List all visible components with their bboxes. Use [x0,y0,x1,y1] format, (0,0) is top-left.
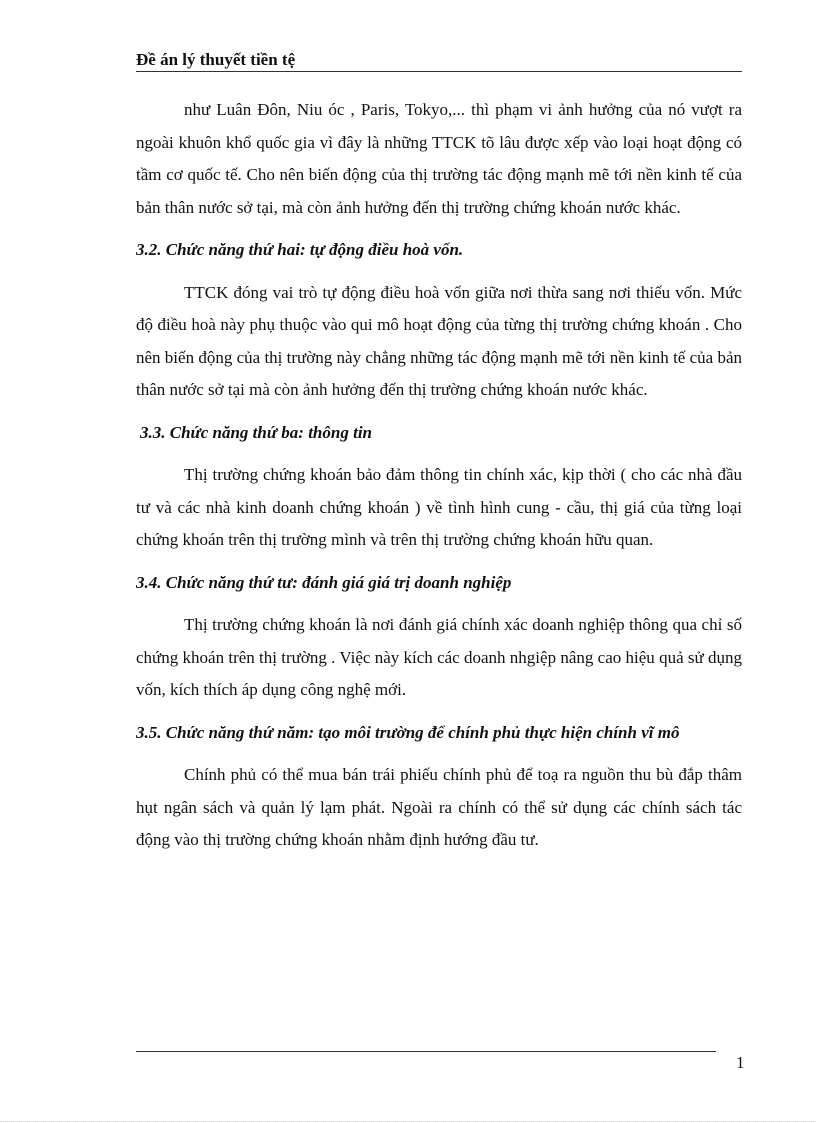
heading-section-3-5: 3.5. Chức năng thứ năm: tạo môi trường để chính phủ thực hiện chính vĩ mô [136,722,680,742]
heading-section-3-4: 3.4. Chức năng thứ tư: đánh giá giá trị doanh nghiệp [136,572,512,592]
document-header-title: Đề án lý thuyết tiền tệ [136,50,296,69]
paragraph-section-3-2: TTCK đóng vai trò tự động điều hoà vốn giữa nơi thừa sang nơi thiếu vốn. Mức độ điều hoà này phụ thuộc vào qui mô hoạt động của từng thị trường chứng khoán . Cho nên biến động của thị trường này chẳng những tác động mạnh mẽ tới nền kinh tế của bản thân nước sở tại mà còn ảnh hưởng đến thị trường chứng khoán nước khác. [136,282,742,399]
paragraph-section-3-4: Thị trường chứng khoán là nơi đánh giá chính xác doanh nghiệp thông qua chỉ số chứng khoán trên thị trường . Việc này kích các doanh nhgiệp nâng cao hiệu quả sử dụng vốn, kích thích áp dụng công nghệ mới. [136,615,742,699]
header-divider [136,71,742,72]
paragraph-section-3-3: Thị trường chứng khoán bảo đảm thông tin chính xác, kịp thời ( cho các nhà đầu tư và các nhà kinh doanh chứng khoán ) về tình hình cung - cầu, thị giá của từng loại chứng khoán trên thị trường mình và trên thị trường chứng khoán hữu quan. [136,465,742,549]
footer-divider [136,1051,716,1052]
page-number: 1 [736,1053,745,1072]
heading-section-3-2: 3.2. Chức năng thứ hai: tự động điều hoà vốn. [136,240,464,259]
heading-section-3-3: 3.3. Chức năng thứ ba: thông tin [140,422,372,442]
document-body [136,94,742,867]
paragraph-intro-continued: như Luân Đôn, Niu óc , Paris, Tokyo,... thì phạm vi ảnh hưởng của nó vượt ra ngoài khuôn khổ quốc gia vì đây là những TTCK tõ lâu được xếp vào loại hoạt động có tầm cơ quốc tế. Cho nên biến động của thị trường tác động mạnh mẽ tới nền kinh tế của bản thân nước sở tại, mà còn ảnh hưởng đến thị trường chứng khoán nước khác. [136,100,742,217]
page-edge-dotted-line [0,1121,816,1122]
paragraph-section-3-5: Chính phủ có thể mua bán trái phiếu chính phủ để toạ ra nguồn thu bù đắp thâm hụt ngân sách và quản lý lạm phát. Ngoài ra chính có thể sử dụng các chính sách tác động vào thị trường chứng khoán nhằm định hướng đầu tư. [136,765,742,849]
